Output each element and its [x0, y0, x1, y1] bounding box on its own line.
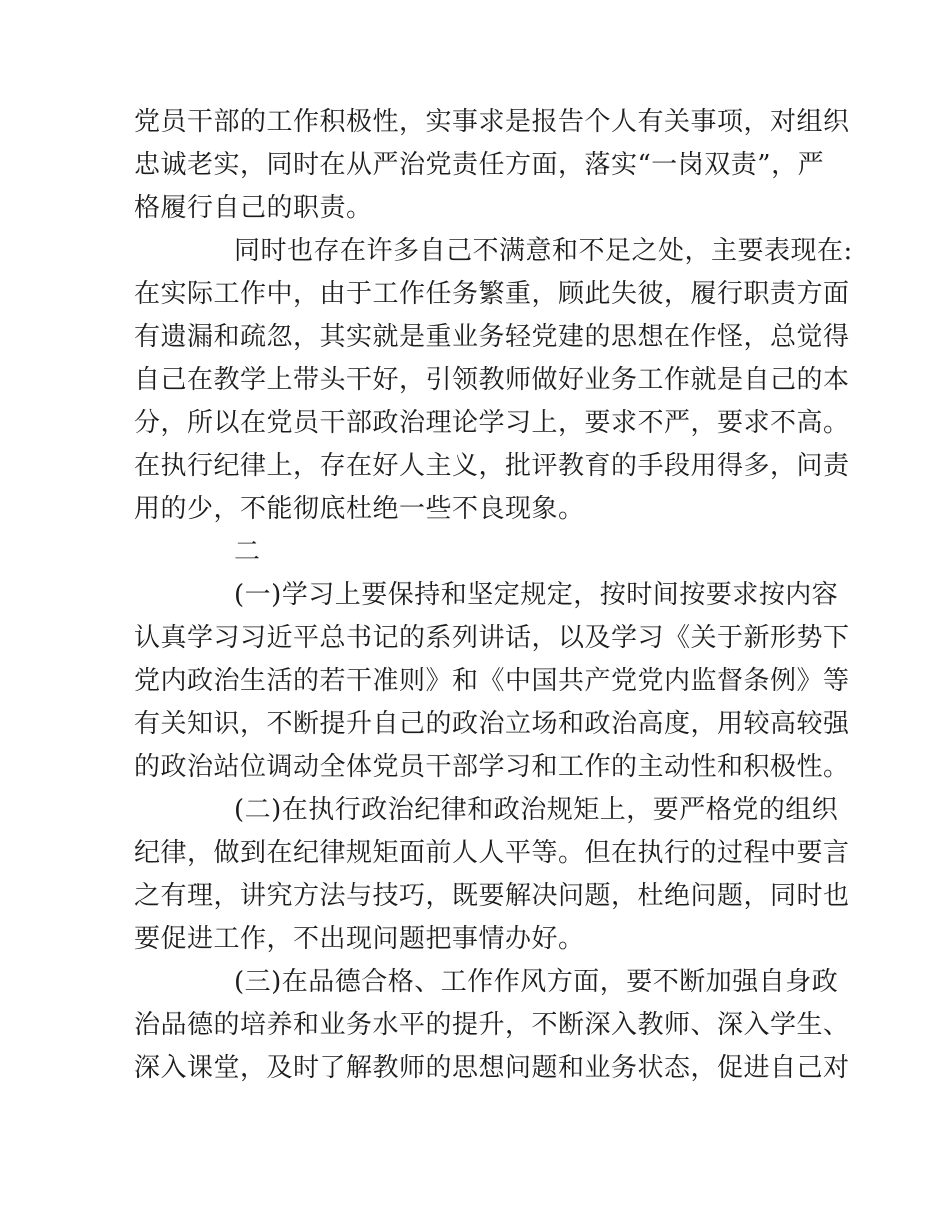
text-line: 党员干部的工作积极性，实事求是报告个人有关事项，对组织	[134, 107, 850, 137]
text-line: 在实际工作中，由于工作任务繁重，顾此失彼，履行职责方面	[134, 279, 850, 309]
text-line: 在执行纪律上，存在好人主义，批评教育的手段用得多，问责	[134, 451, 850, 481]
text-line: 治品德的培养和业务水平的提升，不断深入教师、深入学生、	[134, 1010, 850, 1040]
text-line: 认真学习习近平总书记的系列讲话，以及学习《关于新形势下	[134, 623, 850, 653]
text-line: (一)学习上要保持和坚定规定，按时间按要求按内容	[234, 580, 839, 610]
document-body	[134, 101, 853, 1090]
text-line: 格履行自己的职责。	[134, 193, 373, 223]
text-line: 的政治站位调动全体党员干部学习和工作的主动性和积极性。	[134, 752, 850, 782]
text-line: 纪律，做到在纪律规矩面前人人平等。但在执行的过程中要言	[134, 838, 850, 868]
text-line: 用的少，不能彻底杜绝一些不良现象。	[134, 494, 585, 524]
text-line: 二	[234, 537, 261, 567]
text-line: 要促进工作，不出现问题把事情办好。	[134, 924, 585, 954]
paragraph	[134, 574, 850, 789]
text-line: 同时也存在许多自己不满意和不足之处，主要表现在:	[234, 236, 853, 266]
paragraph	[134, 230, 853, 531]
paragraph	[134, 101, 850, 230]
text-line: 有遗漏和疏忽，其实就是重业务轻党建的思想在作怪，总觉得	[134, 322, 850, 352]
paragraph	[134, 961, 850, 1090]
paragraph	[134, 531, 817, 574]
text-line: (二)在执行政治纪律和政治规矩上，要严格党的组织	[234, 795, 839, 825]
text-line: 分，所以在党员干部政治理论学习上，要求不严，要求不高。	[134, 408, 850, 438]
paragraph	[134, 789, 850, 961]
text-line: 有关知识，不断提升自己的政治立场和政治高度，用较高较强	[134, 709, 850, 739]
text-line: 自己在教学上带头干好，引领教师做好业务工作就是自己的本	[134, 365, 850, 395]
text-line: 忠诚老实，同时在从严治党责任方面，落实“一岗双责”，严	[134, 150, 825, 180]
text-line: 党内政治生活的若干准则》和《中国共产党党内监督条例》等	[134, 666, 850, 696]
text-line: 深入课堂，及时了解教师的思想问题和业务状态，促进自己对	[134, 1053, 850, 1083]
text-line: (三)在品德合格、工作作风方面，要不断加强自身政	[234, 967, 839, 997]
text-line: 之有理，讲究方法与技巧，既要解决问题，杜绝问题，同时也	[134, 881, 850, 911]
